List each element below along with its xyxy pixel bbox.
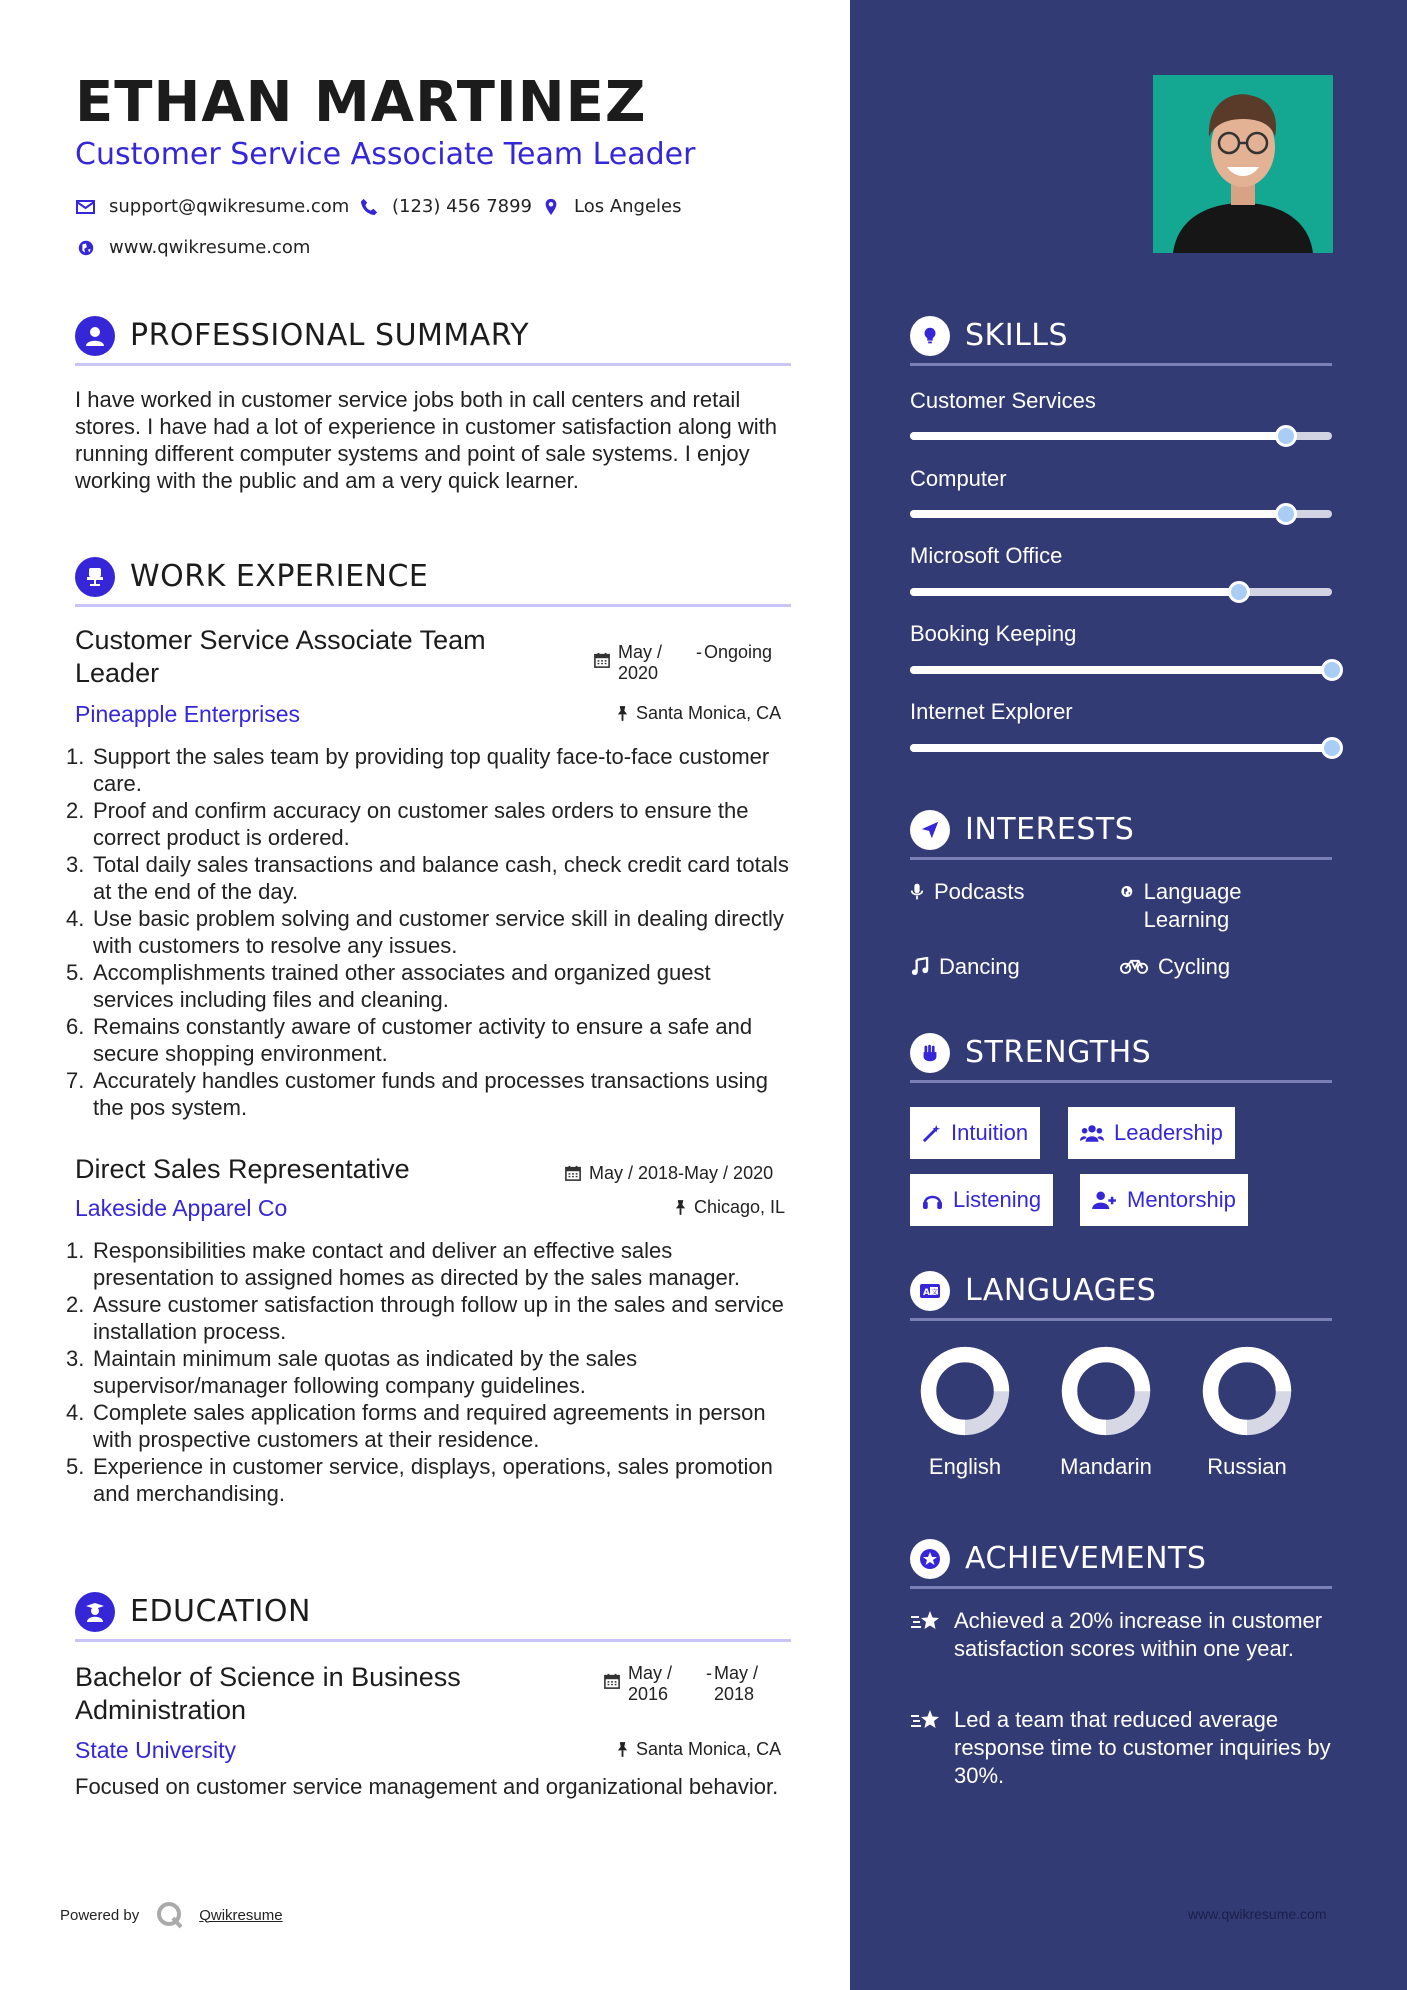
pin-icon xyxy=(617,705,628,722)
job-2-title: Direct Sales Representative xyxy=(75,1154,410,1184)
envelope-icon xyxy=(75,198,97,216)
fist-icon xyxy=(910,1033,950,1073)
strength-tag xyxy=(910,1107,1040,1159)
strength-label: Listening xyxy=(953,1187,1042,1212)
music-note-icon xyxy=(910,957,929,976)
job-2-bullets xyxy=(66,1237,796,1507)
summary-text: I have worked in customer service jobs both in call centers and retail stores. I have had a lot of experience in customer satisfaction along with running different computer systems and point of sale systems. I enjoy working with the public and am a very quick learner. xyxy=(75,387,777,493)
language-name: Russian xyxy=(1207,1454,1287,1479)
shooting-star-icon xyxy=(910,1609,942,1633)
magic-wand-icon xyxy=(922,1124,941,1143)
strength-label: Intuition xyxy=(951,1120,1029,1145)
section-interests-heading xyxy=(910,804,1332,860)
calendar-icon xyxy=(604,1673,620,1689)
skill-bar xyxy=(910,588,1332,596)
achievement-text: Achieved a 20% increase in customer satisfaction scores within one year. xyxy=(954,1608,1323,1661)
degree-title: Bachelor of Science in Business Administration xyxy=(75,1662,461,1725)
section-achievements-title: ACHIEVEMENTS xyxy=(965,1541,1207,1576)
job-2-location xyxy=(675,1197,785,1218)
section-strengths-heading xyxy=(910,1027,1332,1083)
date-separator: - xyxy=(696,642,702,662)
location-text: Los Angeles xyxy=(574,196,682,217)
powered-by xyxy=(60,1900,283,1930)
language-item xyxy=(910,1343,1020,1480)
job-1-location xyxy=(617,703,781,724)
section-education-title: EDUCATION xyxy=(130,1594,311,1629)
globe-icon xyxy=(75,239,97,257)
achievement-item xyxy=(910,1607,1350,1663)
footer-site[interactable]: www.qwikresume.com xyxy=(1188,1906,1327,1922)
phone-text: (123) 456 7899 xyxy=(392,196,533,217)
section-languages-title: LANGUAGES xyxy=(965,1273,1157,1308)
skill-name: Customer Services xyxy=(910,388,1096,413)
section-experience-title: WORK EXPERIENCE xyxy=(130,559,429,594)
date-separator: - xyxy=(706,1663,712,1683)
language-icon xyxy=(910,1271,950,1311)
skill-bar-fill xyxy=(910,666,1332,674)
job-1-start-date: May / 2020 xyxy=(618,642,663,683)
job-1-company: Pineapple Enterprises xyxy=(75,701,301,727)
education-description: Focused on customer service management and organizational behavior. xyxy=(75,1774,779,1799)
chair-icon xyxy=(75,557,115,597)
map-pin-icon xyxy=(540,198,562,216)
pin-icon xyxy=(675,1199,686,1216)
calendar-icon xyxy=(565,1165,581,1181)
section-experience-heading xyxy=(75,551,791,607)
candidate-name: ETHAN MARTINEZ xyxy=(75,70,647,135)
sidebar xyxy=(850,0,1407,1990)
skill-name: Internet Explorer xyxy=(910,699,1073,724)
paper-plane-icon xyxy=(910,810,950,850)
globe-icon xyxy=(1120,882,1134,901)
section-education-heading xyxy=(75,1586,791,1642)
interest-item xyxy=(1120,878,1280,934)
list-item: 5. Experience in customer service, displays, operations, sales promotion and merchandising. xyxy=(66,1454,773,1506)
section-skills-title: SKILLS xyxy=(965,318,1069,353)
language-ring xyxy=(917,1343,1013,1439)
user-plus-icon xyxy=(1092,1191,1117,1210)
education-location-text: Santa Monica, CA xyxy=(636,1739,782,1759)
section-achievements-heading xyxy=(910,1533,1332,1589)
strength-tag xyxy=(1068,1107,1235,1159)
contact-phone[interactable] xyxy=(358,196,532,217)
list-item: 6. Remains constantly aware of customer activity to ensure a safe and secure shopping environment. xyxy=(66,1014,753,1066)
skill-bar xyxy=(910,666,1332,674)
job-1-location-text: Santa Monica, CA xyxy=(636,703,782,723)
language-name: Mandarin xyxy=(1060,1454,1152,1479)
website-text: www.qwikresume.com xyxy=(109,237,311,258)
headphones-icon xyxy=(922,1191,943,1210)
job-2-dates xyxy=(565,1163,773,1184)
user-icon xyxy=(75,316,115,356)
language-item xyxy=(1051,1343,1161,1480)
skill-name: Microsoft Office xyxy=(910,543,1063,568)
list-item: 4. Use basic problem solving and customer service skill in dealing directly with customers to resolve any issues. xyxy=(66,906,784,958)
language-ring xyxy=(1199,1343,1295,1439)
qwikresume-logo-icon xyxy=(155,1900,185,1930)
skill-bar-knob xyxy=(1321,737,1343,759)
interest-item xyxy=(910,953,1020,981)
job-2-date-text: May / 2018-May / 2020 xyxy=(589,1163,774,1183)
contact-email[interactable] xyxy=(75,196,349,217)
achievement-text: Led a team that reduced average response time to customer inquiries by 30%. xyxy=(954,1707,1331,1788)
strength-tag xyxy=(910,1174,1053,1226)
email-text: support@qwikresume.com xyxy=(109,196,350,217)
list-item: 3. Total daily sales transactions and balance cash, check credit card totals at the end of the day. xyxy=(66,852,789,904)
language-ring xyxy=(1058,1343,1154,1439)
section-summary-heading xyxy=(75,310,791,366)
interest-label: Cycling xyxy=(1158,954,1231,979)
section-languages-heading xyxy=(910,1265,1332,1321)
education-dates xyxy=(604,1663,780,1705)
skill-bar xyxy=(910,510,1332,518)
education-location xyxy=(617,1739,781,1760)
section-strengths-title: STRENGTHS xyxy=(965,1035,1152,1070)
skill-bar-fill xyxy=(910,432,1286,440)
job-2-company: Lakeside Apparel Co xyxy=(75,1195,288,1221)
svg-text:文: 文 xyxy=(931,1288,938,1296)
skill-bar-knob xyxy=(1275,503,1297,525)
skill-bar-fill xyxy=(910,744,1332,752)
strength-tag xyxy=(1080,1174,1248,1226)
star-badge-icon xyxy=(910,1539,950,1579)
interest-item xyxy=(1120,953,1230,981)
skill-bar-knob xyxy=(1228,581,1250,603)
skill-bar-knob xyxy=(1275,425,1297,447)
list-item: 2. Assure customer satisfaction through follow up in the sales and service installation process. xyxy=(66,1292,784,1344)
language-name: English xyxy=(928,1454,1002,1479)
svg-text:A: A xyxy=(923,1288,930,1298)
job-1-end-date: Ongoing xyxy=(704,642,773,662)
list-item: 1. Responsibilities make contact and deliver an effective sales presentation to assigned homes as directed by the sales manager. xyxy=(66,1238,740,1290)
skill-name: Computer xyxy=(910,466,1007,491)
bicycle-icon xyxy=(1120,957,1148,974)
interest-label: Podcasts xyxy=(934,879,1025,904)
skill-bar-knob xyxy=(1321,659,1343,681)
avatar xyxy=(1153,75,1333,253)
language-item xyxy=(1192,1343,1302,1480)
job-1-bullets xyxy=(66,743,796,1121)
strength-label: Leadership xyxy=(1114,1120,1223,1145)
list-item: 2. Proof and confirm accuracy on customer sales orders to ensure the correct product is ordered. xyxy=(66,798,749,850)
lightbulb-icon xyxy=(910,316,950,356)
achievement-item xyxy=(910,1706,1350,1790)
skill-name: Booking Keeping xyxy=(910,621,1077,646)
contact-location xyxy=(540,196,682,217)
microphone-icon xyxy=(910,882,924,901)
section-interests-title: INTERESTS xyxy=(965,812,1135,847)
skill-bar xyxy=(910,432,1332,440)
graduate-icon xyxy=(75,1592,115,1632)
contact-website[interactable] xyxy=(75,237,310,258)
job-1-title: Customer Service Associate Team Leader xyxy=(75,625,486,688)
calendar-icon xyxy=(594,652,610,668)
section-skills-heading xyxy=(910,310,1332,366)
interest-item xyxy=(910,878,1025,906)
section-summary-title: PROFESSIONAL SUMMARY xyxy=(130,318,530,353)
education-end-date: May / 2018 xyxy=(714,1663,759,1704)
powered-by-text: Powered by xyxy=(60,1906,140,1924)
brand-link[interactable]: Qwikresume xyxy=(199,1906,283,1924)
phone-icon xyxy=(358,198,380,216)
candidate-title: Customer Service Associate Team Leader xyxy=(75,137,696,172)
list-item: 1. Support the sales team by providing top quality face-to-face customer care. xyxy=(66,744,770,796)
list-item: 5. Accomplishments trained other associates and organized guest services including files and cleaning. xyxy=(66,960,711,1012)
interest-label: Dancing xyxy=(939,954,1020,979)
skill-bar xyxy=(910,744,1332,752)
education-start-date: May / 2016 xyxy=(628,1663,673,1704)
list-item: 4. Complete sales application forms and required agreements in person with prospective customers at their residence. xyxy=(66,1400,766,1452)
shooting-star-icon xyxy=(910,1708,942,1732)
users-icon xyxy=(1080,1124,1104,1143)
pin-icon xyxy=(617,1741,628,1758)
list-item: 7. Accurately handles customer funds and processes transactions using the pos system. xyxy=(66,1068,769,1120)
skill-bar-fill xyxy=(910,510,1286,518)
list-item: 3. Maintain minimum sale quotas as indicated by the sales supervisor/manager following company guidelines. xyxy=(66,1346,638,1398)
school-name: State University xyxy=(75,1737,237,1763)
job-2-location-text: Chicago, IL xyxy=(694,1197,786,1217)
job-1-dates xyxy=(594,642,773,684)
skill-bar-fill xyxy=(910,588,1239,596)
strength-label: Mentorship xyxy=(1127,1187,1236,1212)
interest-label: Language Learning xyxy=(1143,879,1242,932)
